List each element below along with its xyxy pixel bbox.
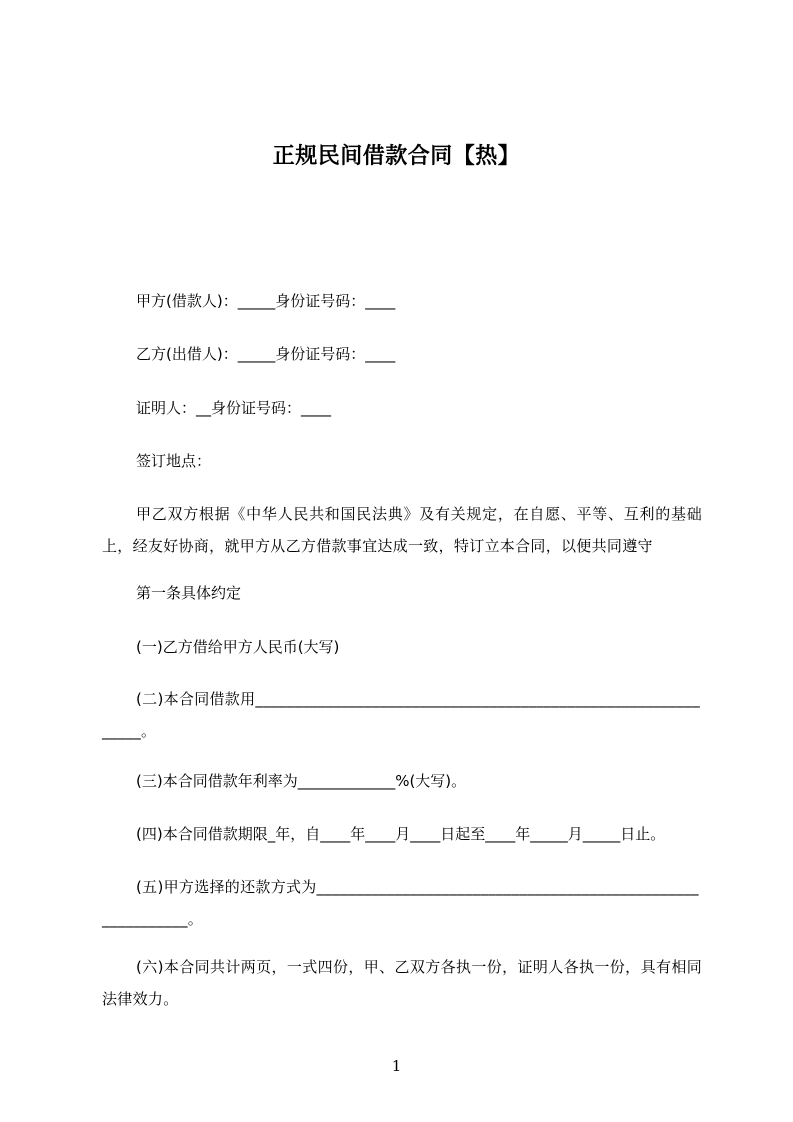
page-number: 1 bbox=[391, 1057, 402, 1075]
clause-4: (四)本合同借款期限_年，自____年____月____日起至____年_____月_____日止。 bbox=[136, 825, 666, 843]
signing-place-line: 签订地点： bbox=[136, 452, 212, 470]
intro-paragraph: 甲乙双方根据《中华人民共和国民法典》及有关规定，在自愿、平等、互利的基础上，经友好协商，就甲方从乙方借款事宜达成一致，特订立本合同，以便共同遵守 bbox=[102, 505, 702, 555]
document-title: 正规民间借款合同【热】 bbox=[272, 144, 521, 169]
clause-6: (六)本合同共计两页，一式四份，甲、乙双方各执一份，证明人各执一份，具有相同法律效力。 bbox=[102, 958, 702, 1008]
clause-1: (一)乙方借给甲方人民币(大写) bbox=[136, 638, 340, 656]
witness-line: 证明人：__身份证号码：____ bbox=[136, 399, 332, 417]
party-a-line: 甲方(借款人)：_____身份证号码：____ bbox=[136, 292, 396, 310]
clause-2: (二)本合同借款用______________________________________________________________。 bbox=[102, 690, 701, 740]
article-1-title: 第一条具体约定 bbox=[136, 584, 242, 602]
clause-3: (三)本合同借款年利率为_____________%(大写)。 bbox=[136, 772, 467, 790]
party-b-line: 乙方(出借人)：_____身份证号码：____ bbox=[136, 345, 396, 363]
clause-5: (五)甲方选择的还款方式为____________________________________________________________。 bbox=[102, 878, 699, 928]
